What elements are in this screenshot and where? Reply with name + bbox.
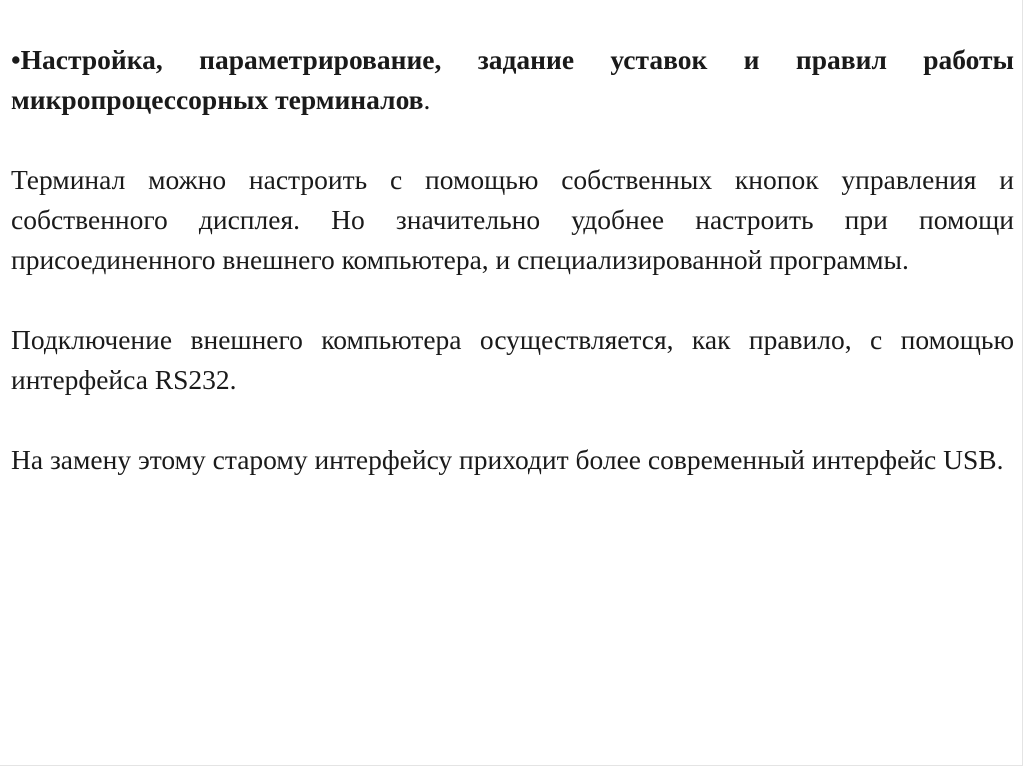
paragraph-rs232-connection: Подключение внешнего компьютера осуществляется, как правило, с помощью интерфейса RS232.	[11, 324, 1014, 395]
heading-period: .	[423, 84, 431, 115]
slide-heading	[11, 40, 1014, 120]
heading-text: Настройка, параметрирование, задание уставок и правил работы микропроцессорных терминалов	[11, 44, 1014, 115]
paragraph-terminal-setup: Терминал можно настроить с помощью собственных кнопок управления и собственного дисплея. Но значительно удобнее настроить при помощи присоединенного внешнего компьютера, и специализированной программы.	[11, 164, 1014, 275]
paragraph-usb-interface: На замену этому старому интерфейсу приходит более современный интерфейс USB.	[11, 444, 1004, 475]
bullet-icon: •	[11, 44, 21, 75]
slide-content	[11, 40, 1014, 520]
